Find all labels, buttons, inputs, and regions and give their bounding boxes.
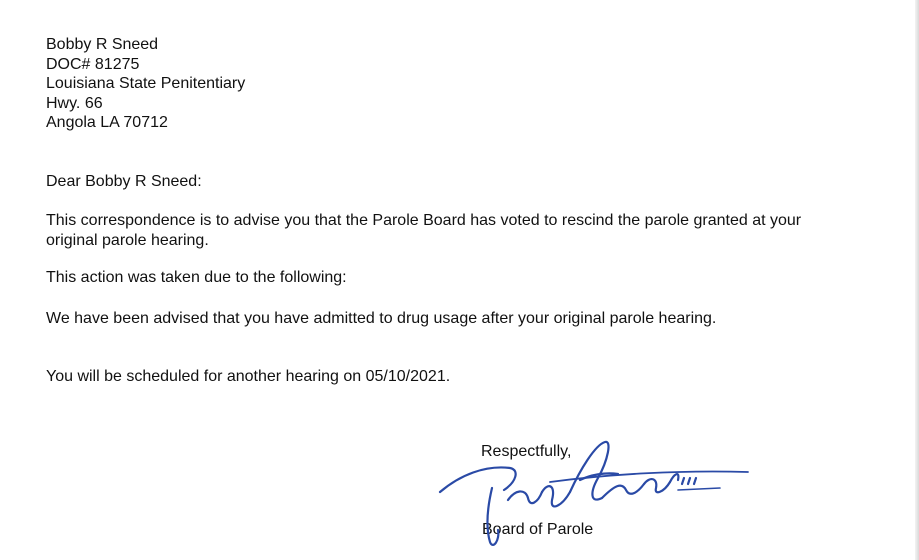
rescind-paragraph: This correspondence is to advise you that the Parole Board has voted to rescind the parole granted at your original parole hearing. — [46, 212, 802, 249]
recipient-city-state-zip: Angola LA 70712 — [46, 114, 168, 131]
page-edge — [915, 0, 919, 560]
recipient-address-block — [46, 35, 245, 133]
recipient-institution: Louisiana State Penitentiary — [46, 75, 246, 92]
signoff-text: Board of Parole — [482, 521, 594, 538]
recipient-name: Bobby R Sneed — [46, 36, 159, 53]
reason-paragraph: We have been advised that you have admitted to drug usage after your original parole hearing. — [46, 310, 717, 327]
recipient-doc-number: DOC# 81275 — [46, 55, 140, 73]
recipient-address-line: Hwy. 66 — [46, 94, 103, 112]
signature-suffix: III — [680, 484, 681, 485]
handwritten-signature — [430, 430, 760, 555]
closing-text: Respectfully, — [481, 443, 572, 460]
salutation: Dear Bobby R Sneed: — [46, 173, 202, 190]
next-hearing-paragraph: You will be scheduled for another hearing on 05/10/2021. — [46, 368, 451, 385]
reason-intro-paragraph: This action was taken due to the following: — [46, 269, 347, 286]
